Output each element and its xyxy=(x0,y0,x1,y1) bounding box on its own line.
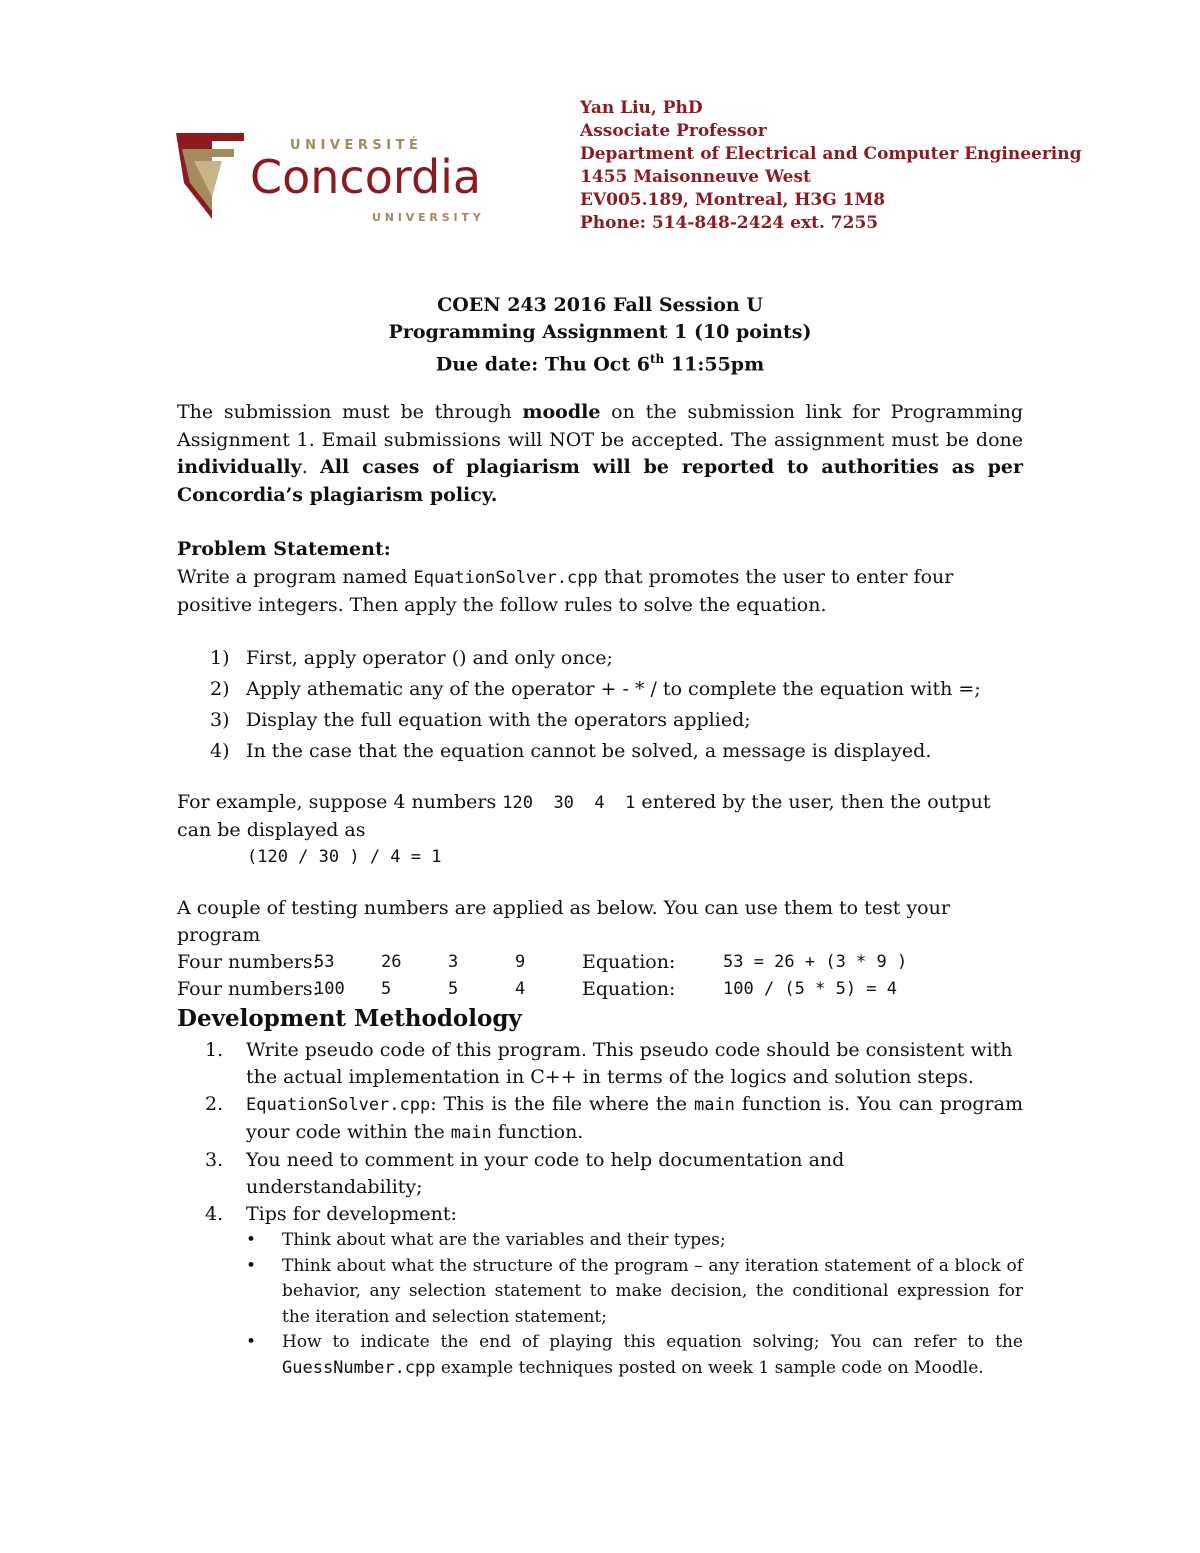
example-output: (120 / 30 ) / 4 = 1 xyxy=(247,847,442,867)
development-title: Development Methodology xyxy=(177,1005,522,1032)
test-label: Four numbers: xyxy=(177,978,320,1000)
table-row xyxy=(177,976,1023,1003)
rule-text: Display the full equation with the operators applied; xyxy=(246,709,751,731)
due-date xyxy=(0,346,1200,378)
tip-text-part: example techniques posted on week 1 sample code on Moodle. xyxy=(435,1357,984,1378)
plagiarism-warning: All cases of plagiarism will be reported to authorities as per Concordia’s plagiarism policy. xyxy=(177,456,1023,506)
test-cases xyxy=(177,895,1023,1003)
submission-paragraph xyxy=(177,399,1023,509)
test-number: 9 xyxy=(515,952,526,972)
code-main: main xyxy=(693,1095,735,1115)
problem-statement-title: Problem Statement: xyxy=(177,538,391,560)
bullet: • xyxy=(246,1255,257,1276)
problem-statement-body xyxy=(177,564,1023,620)
list-item xyxy=(210,674,981,705)
list-item xyxy=(210,736,981,767)
item-number: 2. xyxy=(205,1093,224,1115)
problem-statement xyxy=(177,536,1023,620)
submission-text-1: The submission must be through xyxy=(177,401,523,423)
bullet: • xyxy=(246,1230,257,1250)
item-text-part: : This is the file where the xyxy=(430,1093,694,1115)
rule-text: Apply athematic any of the operator + - * / to complete the equation with =; xyxy=(246,678,981,700)
test-number: 4 xyxy=(515,979,526,999)
rule-number: 4) xyxy=(210,740,230,762)
concordia-logo-graphic xyxy=(172,127,552,227)
list-item xyxy=(246,1228,1023,1254)
test-number: 5 xyxy=(448,979,459,999)
list-item xyxy=(210,643,981,674)
submission-text-3: . xyxy=(301,456,321,478)
development-list xyxy=(205,1037,1023,1381)
code-main: main xyxy=(450,1123,492,1143)
item-number: 3. xyxy=(205,1149,224,1171)
assignment-title: Programming Assignment 1 (10 points) xyxy=(388,321,812,343)
item-text: Write pseudo code of this program. This pseudo code should be consistent with the actual implementation in C++ in terms of the logics and solution steps. xyxy=(246,1039,1013,1088)
contact-title: Associate Professor xyxy=(580,121,767,141)
rules-list xyxy=(210,643,981,767)
list-item xyxy=(205,1147,1023,1201)
table-row xyxy=(177,949,1023,976)
example-numbers: 120 30 4 1 xyxy=(502,793,636,813)
test-number: 53 xyxy=(314,952,335,972)
item-text-part: function. xyxy=(491,1121,584,1143)
concordia-logo xyxy=(172,127,552,227)
test-number: 3 xyxy=(448,952,459,972)
list-item xyxy=(205,1201,1023,1228)
test-number: 100 xyxy=(314,979,345,999)
submission-moodle: moodle xyxy=(522,401,601,423)
code-filename: EquationSolver.cpp xyxy=(246,1095,431,1115)
list-item xyxy=(246,1254,1023,1331)
item-text xyxy=(246,1091,1023,1147)
logo-top-text: U N I V E R S I T É xyxy=(290,138,418,153)
list-item xyxy=(205,1091,1023,1147)
tip-text-part: How to indicate the end of playing this equation solving; You can refer to the xyxy=(282,1332,1023,1352)
due-date-sup: th xyxy=(650,352,665,366)
test-equation: 53 = 26 + (3 * 9 ) xyxy=(723,952,908,972)
item-number: 4. xyxy=(205,1203,224,1225)
item-number: 1. xyxy=(205,1039,224,1061)
test-number: 5 xyxy=(381,979,392,999)
item-text: You need to comment in your code to help documentation and understandability; xyxy=(246,1149,845,1198)
example-text xyxy=(177,789,1023,844)
problem-text-1: Write a program named xyxy=(177,565,414,588)
logo-name: Concordia xyxy=(250,150,482,204)
due-date-suffix: 11:55pm xyxy=(664,353,765,376)
test-label: Four numbers: xyxy=(177,951,320,973)
problem-text-2: that promotes the user to enter four positive integers. Then apply the follow rules to solve the equation. xyxy=(177,565,954,616)
item-text-part: function is. You can program your code within the xyxy=(246,1093,1023,1143)
contact-block xyxy=(580,97,1082,235)
list-item xyxy=(210,705,981,736)
contact-street: 1455 Maisonneuve West xyxy=(580,167,811,187)
test-equation: 100 / (5 * 5) = 4 xyxy=(723,979,897,999)
assignment-heading xyxy=(0,292,1200,378)
item-text: Tips for development: xyxy=(246,1203,457,1225)
submission-text-2: on the submission link for Programming Assignment 1. Email submissions will NOT be accepted. The assignment must be done xyxy=(177,401,1023,451)
test-intro: A couple of testing numbers are applied as below. You can use them to test your program xyxy=(177,897,950,946)
rule-text: First, apply operator () and only once; xyxy=(246,647,613,669)
contact-department: Department of Electrical and Computer Engineering xyxy=(580,144,1082,164)
problem-filename: EquationSolver.cpp xyxy=(413,567,598,588)
rule-number: 2) xyxy=(210,678,230,700)
list-item xyxy=(205,1037,1023,1091)
logo-bottom-text: U N I V E R S I T Y xyxy=(372,211,481,224)
list-item xyxy=(246,1330,1023,1381)
tips-list xyxy=(246,1228,1023,1381)
test-number: 26 xyxy=(381,952,402,972)
rule-number: 3) xyxy=(210,709,230,731)
course-title: COEN 243 2016 Fall Session U xyxy=(437,294,763,316)
contact-phone: Phone: 514-848-2424 ext. 7255 xyxy=(580,213,879,233)
example-text-1: For example, suppose 4 numbers xyxy=(177,791,503,813)
example-paragraph xyxy=(177,789,1023,871)
bullet: • xyxy=(246,1332,257,1352)
contact-name: Yan Liu, PhD xyxy=(580,98,703,118)
tip-text: Think about what are the variables and their types; xyxy=(282,1230,726,1250)
test-equation-label: Equation: xyxy=(582,978,676,1000)
rule-number: 1) xyxy=(210,647,230,669)
test-equation-label: Equation: xyxy=(582,951,676,973)
example-text-2: entered by the user, then the output can be displayed as xyxy=(177,791,991,841)
tip-text: Think about what the structure of the program – any iteration statement of a block of behavior, any selection statement to make decision, the conditional expression for the iteration and selection statement; xyxy=(282,1255,1023,1327)
rule-text: In the case that the equation cannot be solved, a message is displayed. xyxy=(246,740,932,762)
due-date-prefix: Due date: Thu Oct 6 xyxy=(435,353,650,376)
contact-office: EV005.189, Montreal, H3G 1M8 xyxy=(580,190,886,210)
code-filename: GuessNumber.cpp xyxy=(282,1357,436,1378)
tip-text xyxy=(282,1330,1023,1381)
submission-individually: individually xyxy=(177,456,302,478)
